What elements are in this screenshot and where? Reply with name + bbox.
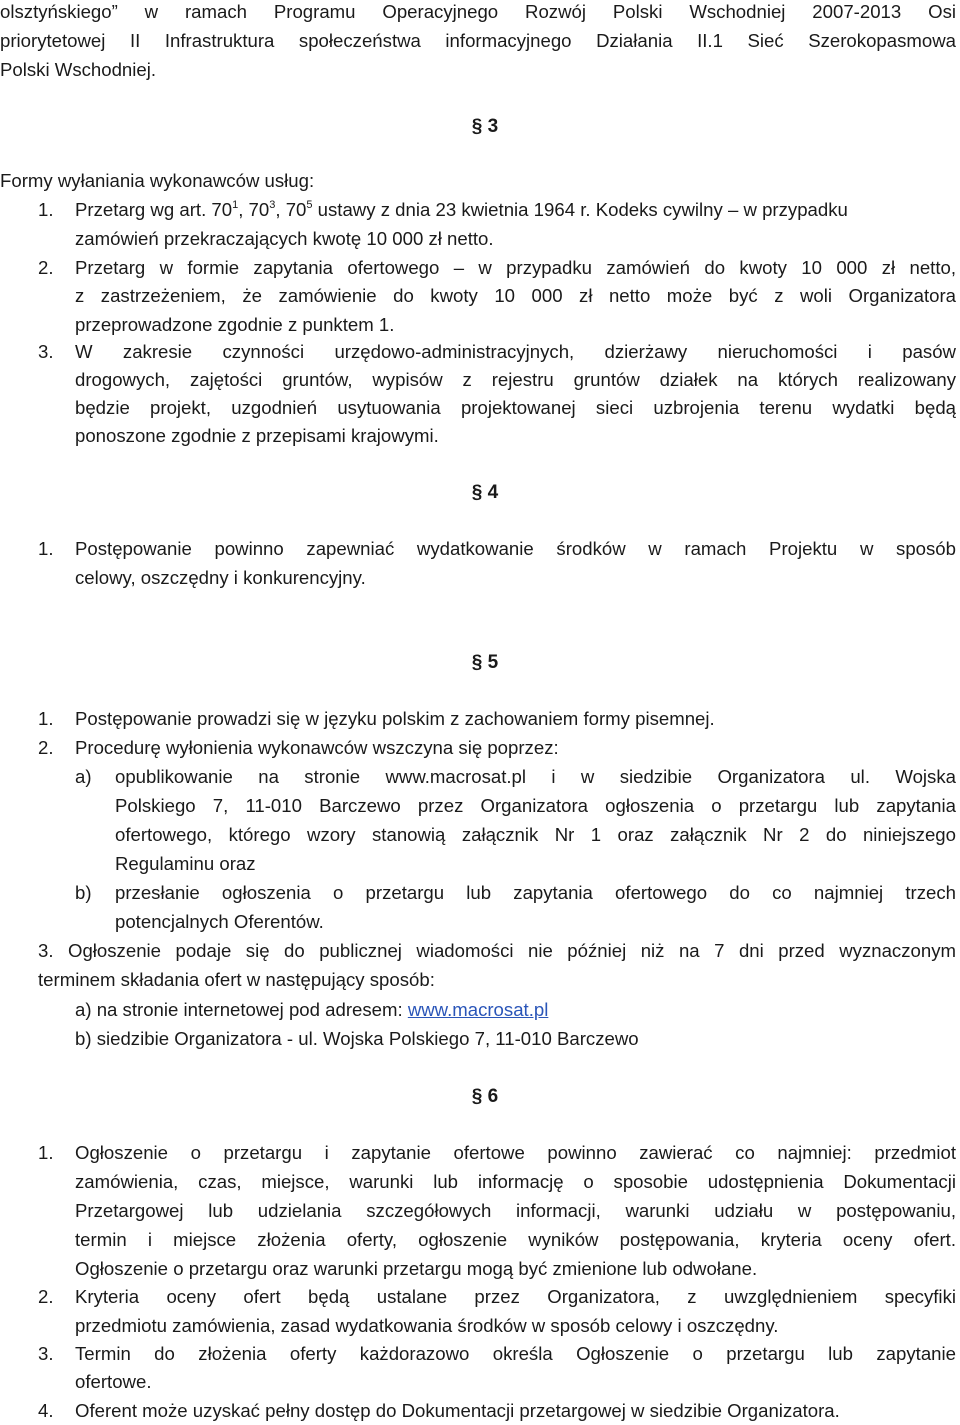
section-heading-3: § 3 <box>471 116 499 137</box>
sub-item-text: przesłanie ogłoszenia o przetargu lub zapytania ofertowego do co najmniej trzech <box>115 882 956 903</box>
website-link[interactable]: www.macrosat.pl <box>407 999 549 1020</box>
item-text: ofertowe. <box>75 1371 152 1392</box>
item-text: termin i miejsce złożenia oferty, ogłoszenie wyników postępowania, kryteria oceny ofert. <box>75 1229 956 1250</box>
item-text: Postępowanie powinno zapewniać wydatkowanie środków w ramach Projektu w sposób <box>75 538 956 559</box>
item-number: 2. <box>38 1286 54 1307</box>
item-text: Ogłoszenie o przetargu oraz warunki przetargu mogą być zmienione lub odwołane. <box>75 1258 758 1279</box>
sub-item-text: ofertowego, którego wzory stanowią załącznik Nr 1 oraz załącznik Nr 2 do niniejszego <box>115 824 956 845</box>
item-text: Ogłoszenie o przetargu i zapytanie ofertowe powinno zawierać co najmniej: przedmiot <box>75 1142 956 1163</box>
sub-item-text: a) na stronie internetowej pod adresem: www.macrosat.pl <box>75 999 549 1020</box>
item-number: 1. <box>38 199 54 220</box>
sub-item-text: Polskiego 7, 11-010 Barczewo przez Organizatora ogłoszenia o przetargu lub zapytania <box>115 795 956 816</box>
item-text: Oferent może uzyskać pełny dostęp do Dokumentacji przetargowej w siedzibie Organizatora. <box>75 1400 840 1421</box>
section-heading-5: § 5 <box>471 652 499 673</box>
item-text: przeprowadzone zgodnie z punktem 1. <box>75 314 395 335</box>
item-text: z zastrzeżeniem, że zamówienie do kwoty 10 000 zł netto może być z woli Organizatora <box>75 285 956 306</box>
list-item <box>0 704 960 733</box>
item-text: Przetargowej lub udzielania szczegółowych informacji, warunki udziału w postępowaniu, <box>75 1200 956 1221</box>
sub-item-letter: a) <box>75 766 92 787</box>
item-text: ponoszone zgodnie z przepisami krajowymi. <box>75 425 439 446</box>
sub-item-text: potencjalnych Oferentów. <box>115 911 324 932</box>
item-text: zamówienia, czas, miejsce, warunki lub informację o sposobie udostępnienia Dokumentacji <box>75 1171 956 1192</box>
item-text: Procedurę wyłonienia wykonawców wszczyna się poprzez: <box>75 737 559 758</box>
item-number: 1. <box>38 1142 54 1163</box>
item-text: W zakresie czynności urzędowo-administracyjnych, dzierżawy nieruchomości i pasów <box>75 341 956 362</box>
item-text: Kryteria oceny ofert będą ustalane przez Organizatora, z uwzględnieniem specyfiki <box>75 1286 956 1307</box>
list-item-text: terminem składania ofert w następujący sposób: <box>38 969 435 990</box>
item-number: 1. <box>38 708 54 729</box>
item-number: 2. <box>38 737 54 758</box>
item-text: przedmiotu zamówienia, zasad wydatkowania środków w sposób celowy i oszczędny. <box>75 1315 779 1336</box>
item-text: zamówień przekraczających kwotę 10 000 zł netto. <box>75 228 494 249</box>
intro-line: Polski Wschodniej. <box>0 59 157 80</box>
section-heading-6: § 6 <box>471 1086 499 1107</box>
item-number: 2. <box>38 257 54 278</box>
sub-item-text: Regulaminu oraz <box>115 853 256 874</box>
list-item <box>0 1396 960 1425</box>
item-number: 4. <box>38 1400 54 1421</box>
item-text: Przetarg w formie zapytania ofertowego – w przypadku zamówień do kwoty 10 000 zł netto, <box>75 257 956 278</box>
intro-line: olsztyńskiego” w ramach Programu Operacyjnego Rozwój Polski Wschodniej 2007-2013 Osi <box>0 1 956 22</box>
list-item <box>0 733 960 762</box>
section-heading-4: § 4 <box>471 482 499 503</box>
item-text: Przetarg wg art. $70^1$, $70^3$, $70^5$ ustawy z dnia 23 kwietnia 1964 r. Kodeks cywilny – w przypadku <box>75 199 848 220</box>
item-number: 3. <box>38 1343 54 1364</box>
sub-item-letter: b) <box>75 882 92 903</box>
item-number: 3. <box>38 341 54 362</box>
intro-line: priorytetowej II Infrastruktura społeczeństwa informacyjnego Działania II.1 Sieć Szerokopasmowa <box>0 30 956 51</box>
sub-item-text: opublikowanie na stronie www.macrosat.pl i w siedzibie Organizatora ul. Wojska <box>115 766 956 787</box>
item-text: celowy, oszczędny i konkurencyjny. <box>75 567 366 588</box>
sub-item-text: b) siedzibie Organizatora - ul. Wojska Polskiego 7, 11-010 Barczewo <box>75 1028 639 1049</box>
item-text: będzie projekt, uzgodnień usytuowania projektowanej sieci uzbrojenia terenu wydatki będą <box>75 397 956 418</box>
item-text: Termin do złożenia oferty każdorazowo określa Ogłoszenie o przetargu lub zapytanie <box>75 1343 956 1364</box>
list-item <box>0 195 960 224</box>
section-lead: Formy wyłaniania wykonawców usług: <box>0 170 315 191</box>
list-item-text: 3. Ogłoszenie podaje się do publicznej wiadomości nie później niż na 7 dni przed wyznaczonym <box>38 940 956 961</box>
item-number: 1. <box>38 538 54 559</box>
item-text: drogowych, zajętości gruntów, wypisów z rejestru gruntów działek na których realizowany <box>75 369 956 390</box>
item-text: Postępowanie prowadzi się w języku polskim z zachowaniem formy pisemnej. <box>75 708 715 729</box>
